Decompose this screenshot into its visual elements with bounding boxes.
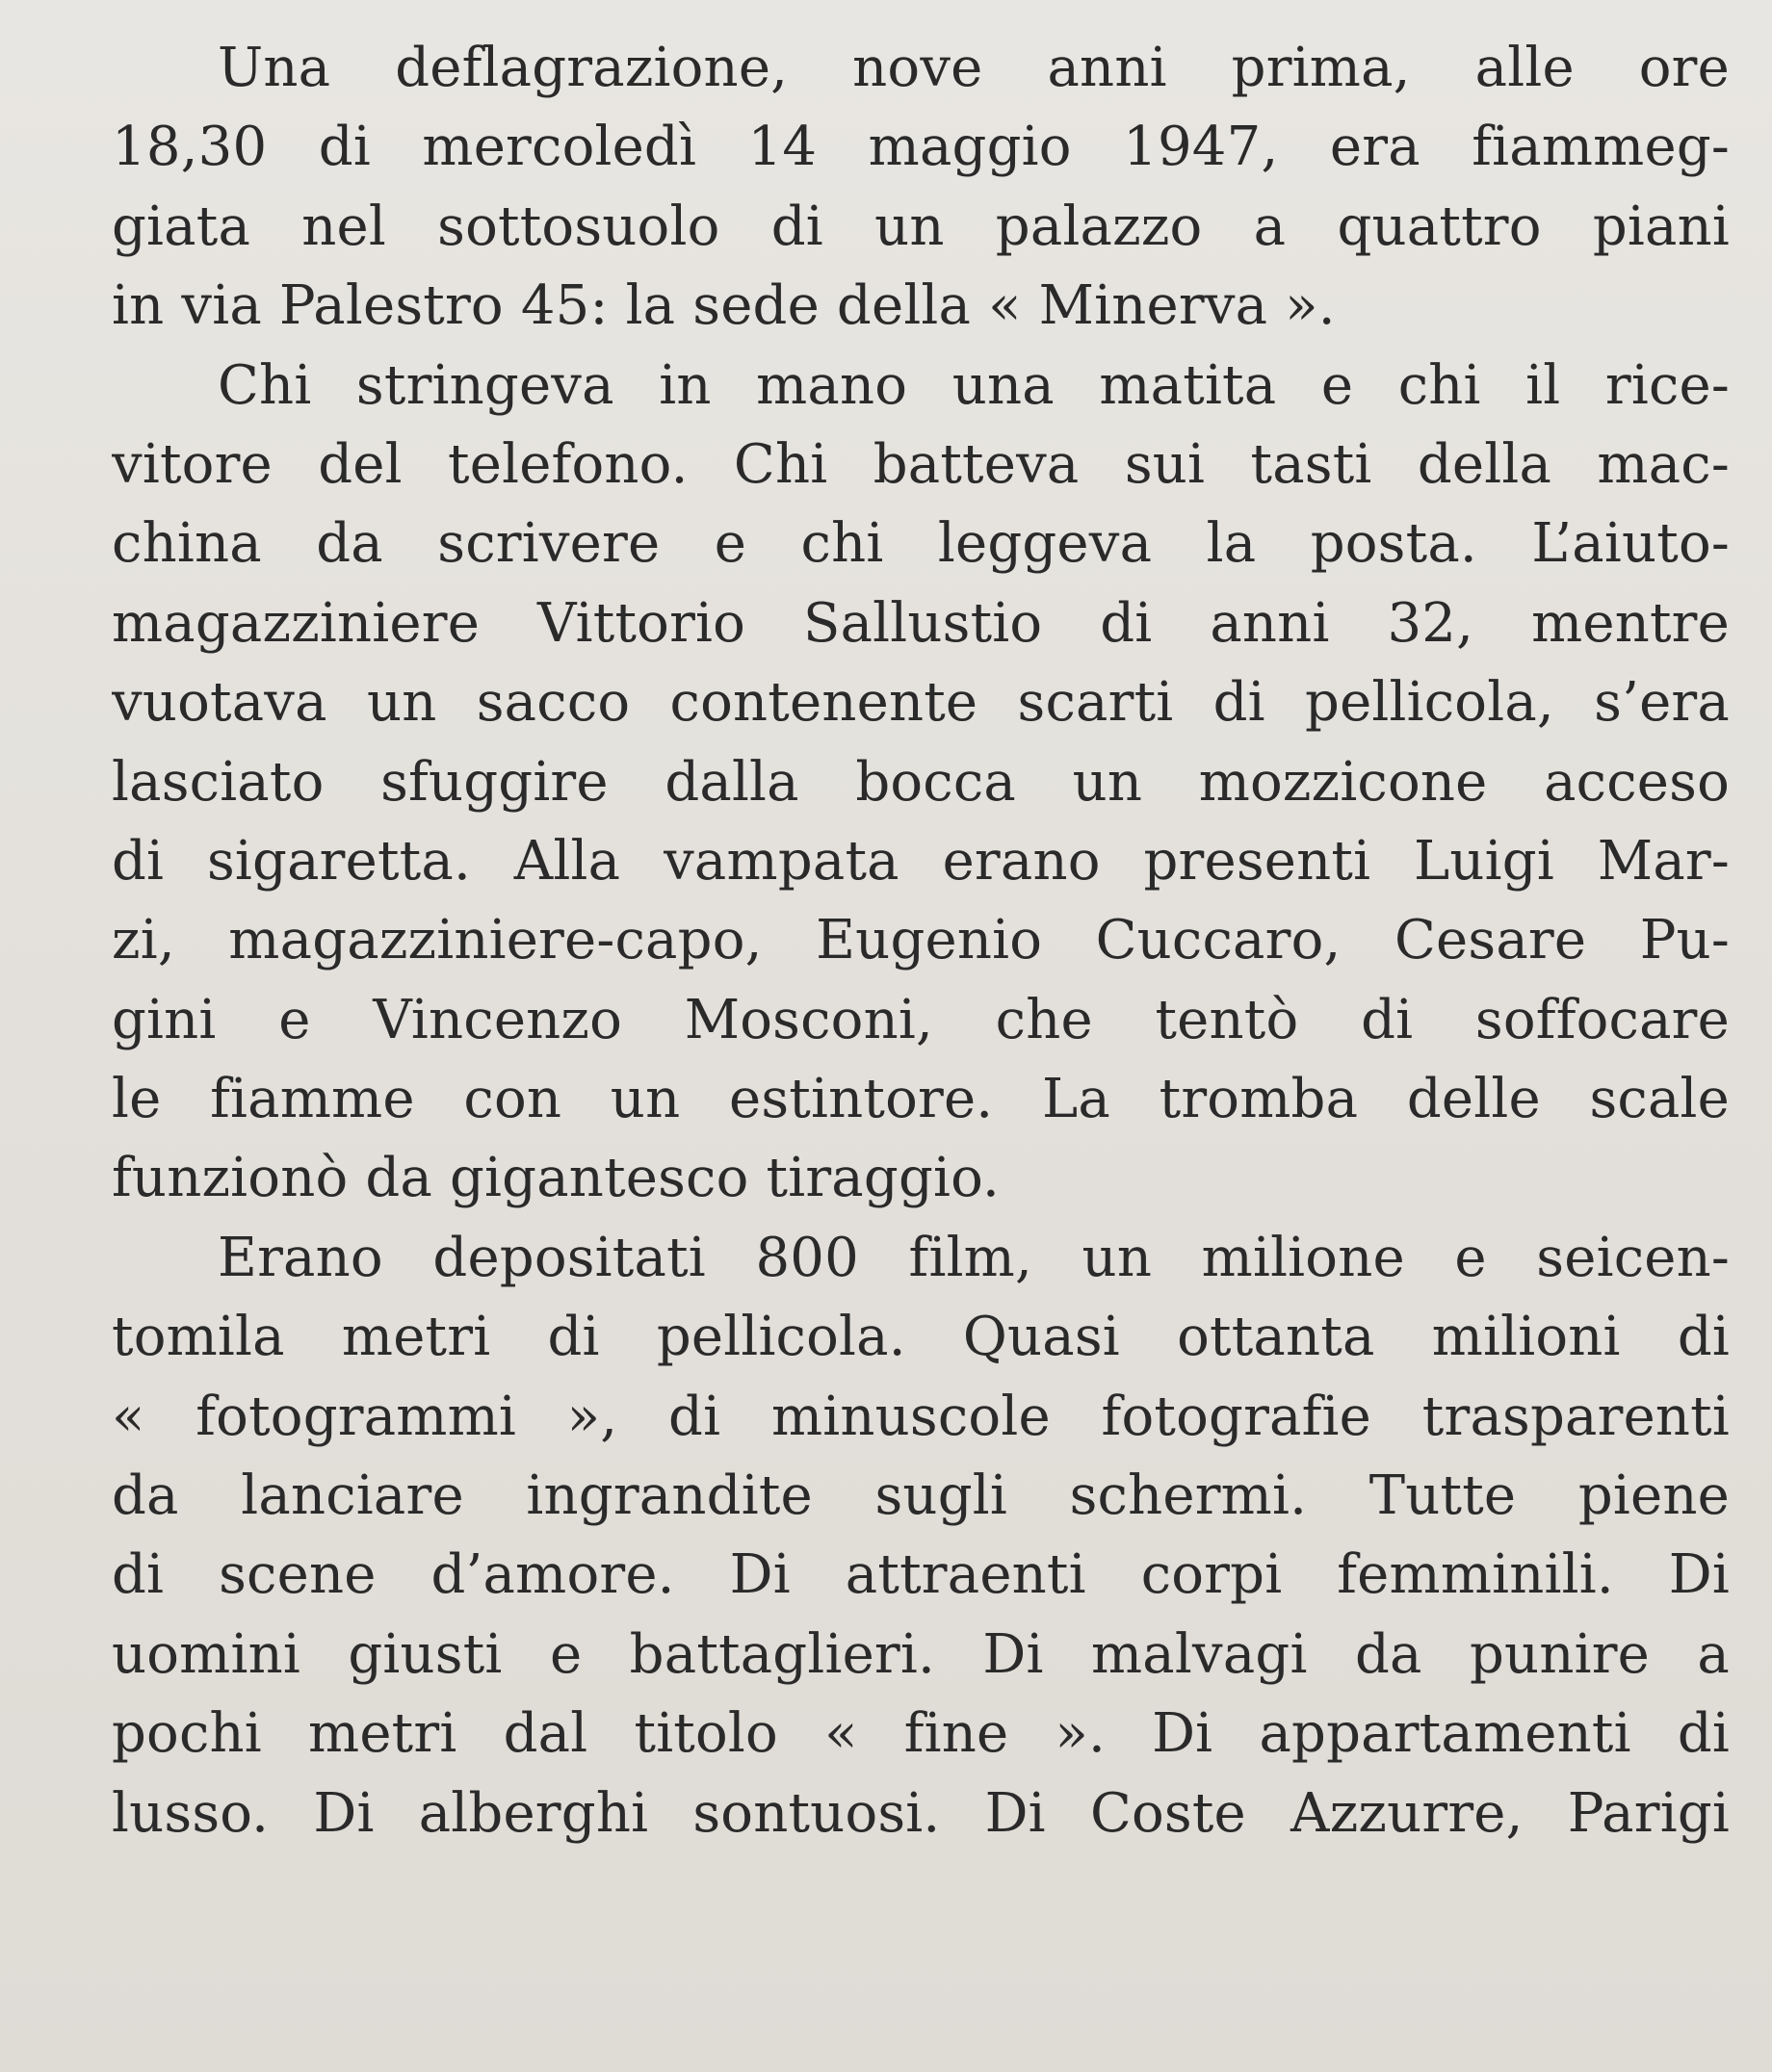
paragraph-1 (112, 29, 1730, 347)
text-line: « fotogrammi », di minuscole fotografie trasparenti (112, 1385, 1730, 1448)
text-line: lusso. Di alberghi sontuosi. Di Coste Azzurre, Parigi (112, 1781, 1730, 1845)
text-line: tomila metri di pellicola. Quasi ottanta milioni di (112, 1306, 1730, 1369)
text-line: 18,30 di mercoledì 14 maggio 1947, era fiammeg- (112, 116, 1730, 179)
paragraph-2 (112, 347, 1730, 1219)
text-line: pochi metri dal titolo « fine ». Di appartamenti di (112, 1702, 1730, 1766)
text-line: funzionò da gigantesco tiraggio. (112, 1147, 1001, 1210)
text-line: Chi stringeva in mano una matita e chi il rice- (218, 353, 1730, 417)
text-line: Una deflagrazione, nove anni prima, alle ore (218, 37, 1730, 99)
text-line: vuotava un sacco contenente scarti di pellicola, s’era (112, 671, 1730, 735)
text-line: magazziniere Vittorio Sallustio di anni 32, mentre (112, 591, 1730, 655)
text-line: di scene d’amore. Di attraenti corpi femminili. Di (112, 1543, 1730, 1607)
text-line: vitore del telefono. Chi batteva sui tasti della mac- (112, 432, 1730, 496)
paragraph-3 (112, 1219, 1730, 1853)
text-line: da lanciare ingrandite sugli schermi. Tutte piene (112, 1464, 1730, 1528)
text-line: le fiamme con un estintore. La tromba delle scale (112, 1068, 1730, 1131)
text-line: lasciato sfuggire dalla bocca un mozzicone acceso (112, 750, 1730, 814)
text-line: zi, magazziniere-capo, Eugenio Cuccaro, Cesare Pu- (112, 909, 1730, 972)
text-line: china da scrivere e chi leggeva la posta. L’aiuto- (112, 512, 1730, 576)
body-text (112, 29, 1730, 1853)
text-line: giata nel sottosuolo di un palazzo a quattro piani (112, 194, 1730, 258)
text-line: gini e Vincenzo Mosconi, che tentò di soffocare (112, 988, 1730, 1051)
text-line: di sigaretta. Alla vampata erano presenti Luigi Mar- (112, 829, 1730, 893)
text-line: Erano depositati 800 film, un milione e seicen- (218, 1226, 1730, 1289)
text-line: in via Palestro 45: la sede della « Minerva ». (112, 274, 1336, 338)
text-line: uomini giusti e battaglieri. Di malvagi da punire a (112, 1622, 1730, 1686)
